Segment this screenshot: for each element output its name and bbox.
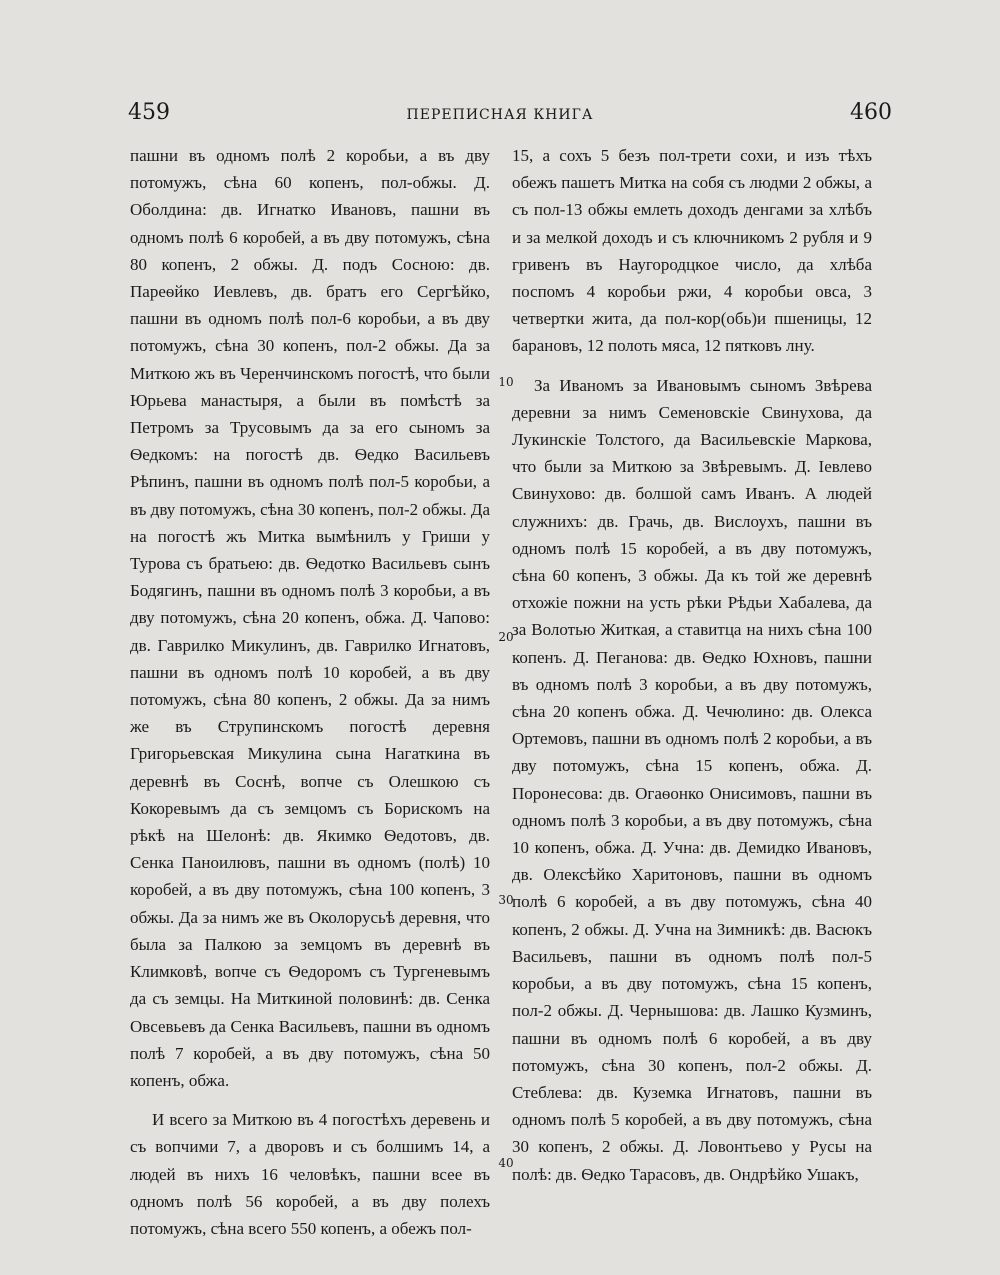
paragraph: За Иваномъ за Ивановымъ сыномъ Звѣрева деревни за нимъ Семеновскіе Свинухова, да Лукинскіе Толстого, да Васильевскіе Маркова, что были за Миткою за Звѣревымъ. Д. Іевлево Свинухово: дв. болшой самъ Иванъ. А людей служнихъ: дв. Грачь, дв. Вислоухъ, пашни въ одномъ полѣ 15 коробей, а въ дву потомужъ, сѣна 60 копенъ, 3 обжы. Да къ той же деревнѣ отхожіе пожни на усть рѣки Рѣдьи Хабалева, да за Волотью Житкая, а ставитца на нихъ сѣна 100 копенъ. Д. Пеганова: дв. Ѳедко Юхновъ, пашни въ одномъ полѣ 3 коробьи, а въ дву потомужъ, сѣна 20 копенъ обжа. Д. Чечюлино: дв. Олекса Ортемовъ, пашни въ одномъ полѣ 2 коробьи, а въ дву потомужъ, сѣна 15 копенъ, обжа. Д. Поронесова: дв. Огаѳонко Онисимовъ, пашни въ одномъ полѣ 3 коробьи, а въ дву потомужъ, сѣна 10 копенъ, обжа. Д. Учна: дв. Демидко Ивановъ, дв. Олексѣйко Харитоновъ, пашни въ одномъ полѣ 6 коробей, а въ дву потомужъ, сѣна 40 копенъ, 2 обжы. Д. Учна на Зимникѣ: дв. Васюкъ Васильевъ, пашни въ одномъ полѣ пол-5 коробьи, а въ дву потомужъ, сѣна 15 копенъ, пол-2 обжы. Д. Чернышова: дв. Лашко Кузминъ, пашни въ одномъ полѣ 6 коробей, а въ дву потомужъ, сѣна 30 копенъ, пол-2 обжы. Д. Стеблева: дв. Куземка Игнатовъ, пашни въ одномъ полѣ 5 коробей, а въ дву потомужъ, сѣна 30 копенъ, 2 обжы. Д. Ловонтьево у Русы на полѣ: дв. Ѳедко Тарасовъ, дв. Ондрѣйко Ушакъ, (512, 375, 872, 1184)
page-number-right: 460 (850, 100, 892, 125)
page-number-left: 459 (128, 100, 170, 125)
right-column (512, 142, 872, 1188)
line-number: 20 (498, 630, 514, 644)
line-number: 40 (498, 1156, 514, 1170)
line-number: 10 (498, 375, 514, 389)
paragraph: И всего за Миткою въ 4 погостѣхъ деревень и съ вопчими 7, а дворовъ и съ болшимъ 14, а людей въ нихъ 16 человѣкъ, пашни всее въ одномъ полѣ 56 коробей, а въ дву полехъ потомужъ, сѣна всего 550 копенъ, а обежъ пол- (130, 1110, 490, 1238)
paragraph: 15, а сохъ 5 безъ пол-трети сохи, и изъ тѣхъ обежъ пашетъ Митка на собя съ людми 2 обжы, а съ пол-13 обжы емлеть доходъ денгами за хлѣбъ и за мелкой доходъ и съ ключникомъ 2 рубля и 9 гривенъ въ Наугородцкое число, да хлѣба поспомъ 4 коробьи ржи, 4 коробьи овса, 3 четвертки жита, да пол-кор(обь)и пшеницы, 12 барановъ, 12 полоть мяса, 12 пятковъ лну. (512, 146, 872, 356)
paragraph: пашни въ одномъ полѣ 2 коробьи, а въ дву потомужъ, сѣна 60 копенъ, пол-обжы. Д. Оболдина: дв. Игнатко Ивановъ, пашни въ одномъ полѣ 6 коробей, а въ дву потомужъ, сѣна 80 копенъ, 2 обжы. Д. подъ Сосною: дв. Пареѳйко Иевлевъ, дв. братъ его Сергѣйко, пашни въ одномъ полѣ пол-6 коробьи, а въ дву потомужъ, сѣна 30 копенъ, пол-2 обжы. Да за Миткою жъ въ Черенчинскомъ погостѣ, что были Юрьева манастыря, а были въ помѣстѣ за Петромъ за Трусовымъ да за его сыномъ за Ѳедкомъ: на погостѣ дв. Ѳедко Васильевъ Рѣпинъ, пашни въ одномъ полѣ пол-5 коробьи, а въ дву потомужъ, сѣна 30 копенъ, пол-2 обжы. Да на погостѣ жъ Митка вымѣнилъ у Гриши у Турова съ братьею: дв. Ѳедотко Васильевъ сынъ Бодягинъ, пашни въ одномъ полѣ 3 коробьи, а въ дву потомужъ, сѣна 20 копенъ, обжа. Д. Чапово: дв. Гаврилко Микулинъ, дв. Гаврилко Игнатовъ, пашни въ одномъ полѣ 10 коробей, а въ дву потомужъ, сѣна 80 копенъ, 2 обжы. Да за нимъ же въ Струпинскомъ погостѣ деревня Григорьевская Микулина сына Нагаткина въ деревнѣ въ Соснѣ, вопче съ Олешкою съ Кокоревымъ да съ земцомъ съ Борискомъ на рѣкѣ на Шелонѣ: дв. Якимко Ѳедотовъ, дв. Сенка Паноилювъ, пашни въ одномъ (полѣ) 10 коробей, а въ дву потомужъ, сѣна 100 копенъ, 3 обжы. Да за нимъ же въ Околорусьѣ деревня, что была за Палкою за земцомъ въ деревнѣ въ Климковѣ, вопче съ Ѳедоромъ съ Тургеневымъ да съ земцы. На Миткиной половинѣ: дв. Сенка Овсевьевъ да Сенка Васильевъ, пашни въ одномъ полѣ 7 коробей, а въ дву потомужъ, сѣна 50 копенъ, обжа. (130, 146, 490, 1090)
running-title: ПЕРЕПИСНАЯ КНИГА (406, 107, 594, 123)
left-column (130, 142, 490, 1242)
line-number: 30 (498, 893, 514, 907)
